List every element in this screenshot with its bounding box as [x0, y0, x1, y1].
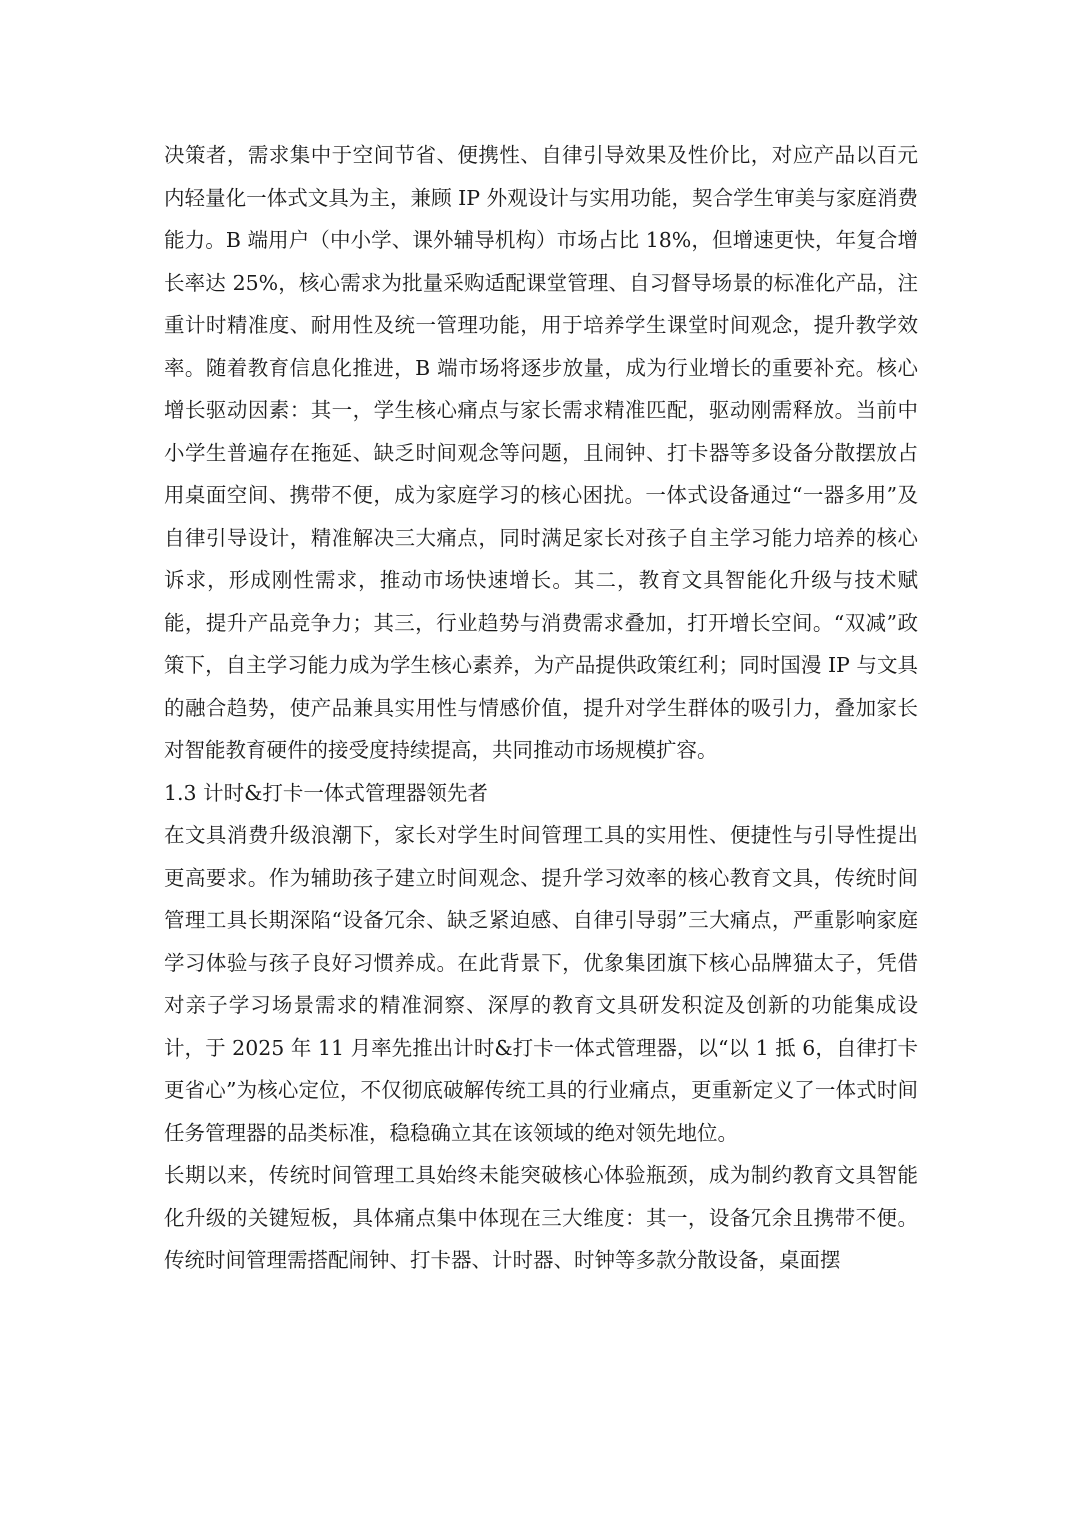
body-paragraph-3: 长期以来，传统时间管理工具始终未能突破核心体验瓶颈，成为制约教育文具智能化升级的关键短板，具体痛点集中体现在三大维度：其一，设备冗余且携带不便。传统时间管理需搭配闹钟、打卡器、计时器、时钟等多款分散设备，桌面摆 — [164, 1163, 918, 1272]
body-paragraph-2: 在文具消费升级浪潮下，家长对学生时间管理工具的实用性、便捷性与引导性提出更高要求。作为辅助孩子建立时间观念、提升学习效率的核心教育文具，传统时间管理工具长期深陷“设备冗余、缺乏紧迫感、自律引导弱”三大痛点，严重影响家庭学习体验与孩子良好习惯养成。在此背景下，优象集团旗下核心品牌猫太子，凭借对亲子学习场景需求的精准洞察、深厚的教育文具研发积淀及创新的功能集成设计，于 2025 年 11 月率先推出计时&打卡一体式管理器，以“以 1 抵 6，自律打卡更省心”为核心定位，不仅彻底破解传统工具的行业痛点，更重新定义了一体式时间任务管理器的品类标准，稳稳确立其在该领域的绝对领先地位。 — [164, 823, 918, 1145]
document-page — [164, 134, 918, 1282]
section-heading: 1.3 计时&打卡一体式管理器领先者 — [164, 780, 488, 805]
body-paragraph-1: 决策者，需求集中于空间节省、便携性、自律引导效果及性价比，对应产品以百元内轻量化一体式文具为主，兼顾 IP 外观设计与实用功能，契合学生审美与家庭消费能力。B 端用户（中小学、课外辅导机构）市场占比 18%，但增速更快，年复合增长率达 25%，核心需求为批量采购适配课堂管理、自习督导场景的标准化产品，注重计时精准度、耐用性及统一管理功能，用于培养学生课堂时间观念，提升教学效率。随着教育信息化推进，B 端市场将逐步放量，成为行业增长的重要补充。核心增长驱动因素：其一，学生核心痛点与家长需求精准匹配，驱动刚需释放。当前中小学生普遍存在拖延、缺乏时间观念等问题，且闹钟、打卡器等多设备分散摆放占用桌面空间、携带不便，成为家庭学习的核心困扰。一体式设备通过“一器多用”及自律引导设计，精准解决三大痛点，同时满足家长对孩子自主学习能力培养的核心诉求，形成刚性需求，推动市场快速增长。其二，教育文具智能化升级与技术赋能，提升产品竞争力；其三，行业趋势与消费需求叠加，打开增长空间。“双减”政策下，自主学习能力成为学生核心素养，为产品提供政策红利；同时国漫 IP 与文具的融合趋势，使产品兼具实用性与情感价值，提升对学生群体的吸引力，叠加家长对智能教育硬件的接受度持续提高，共同推动市场规模扩容。 — [164, 143, 918, 762]
